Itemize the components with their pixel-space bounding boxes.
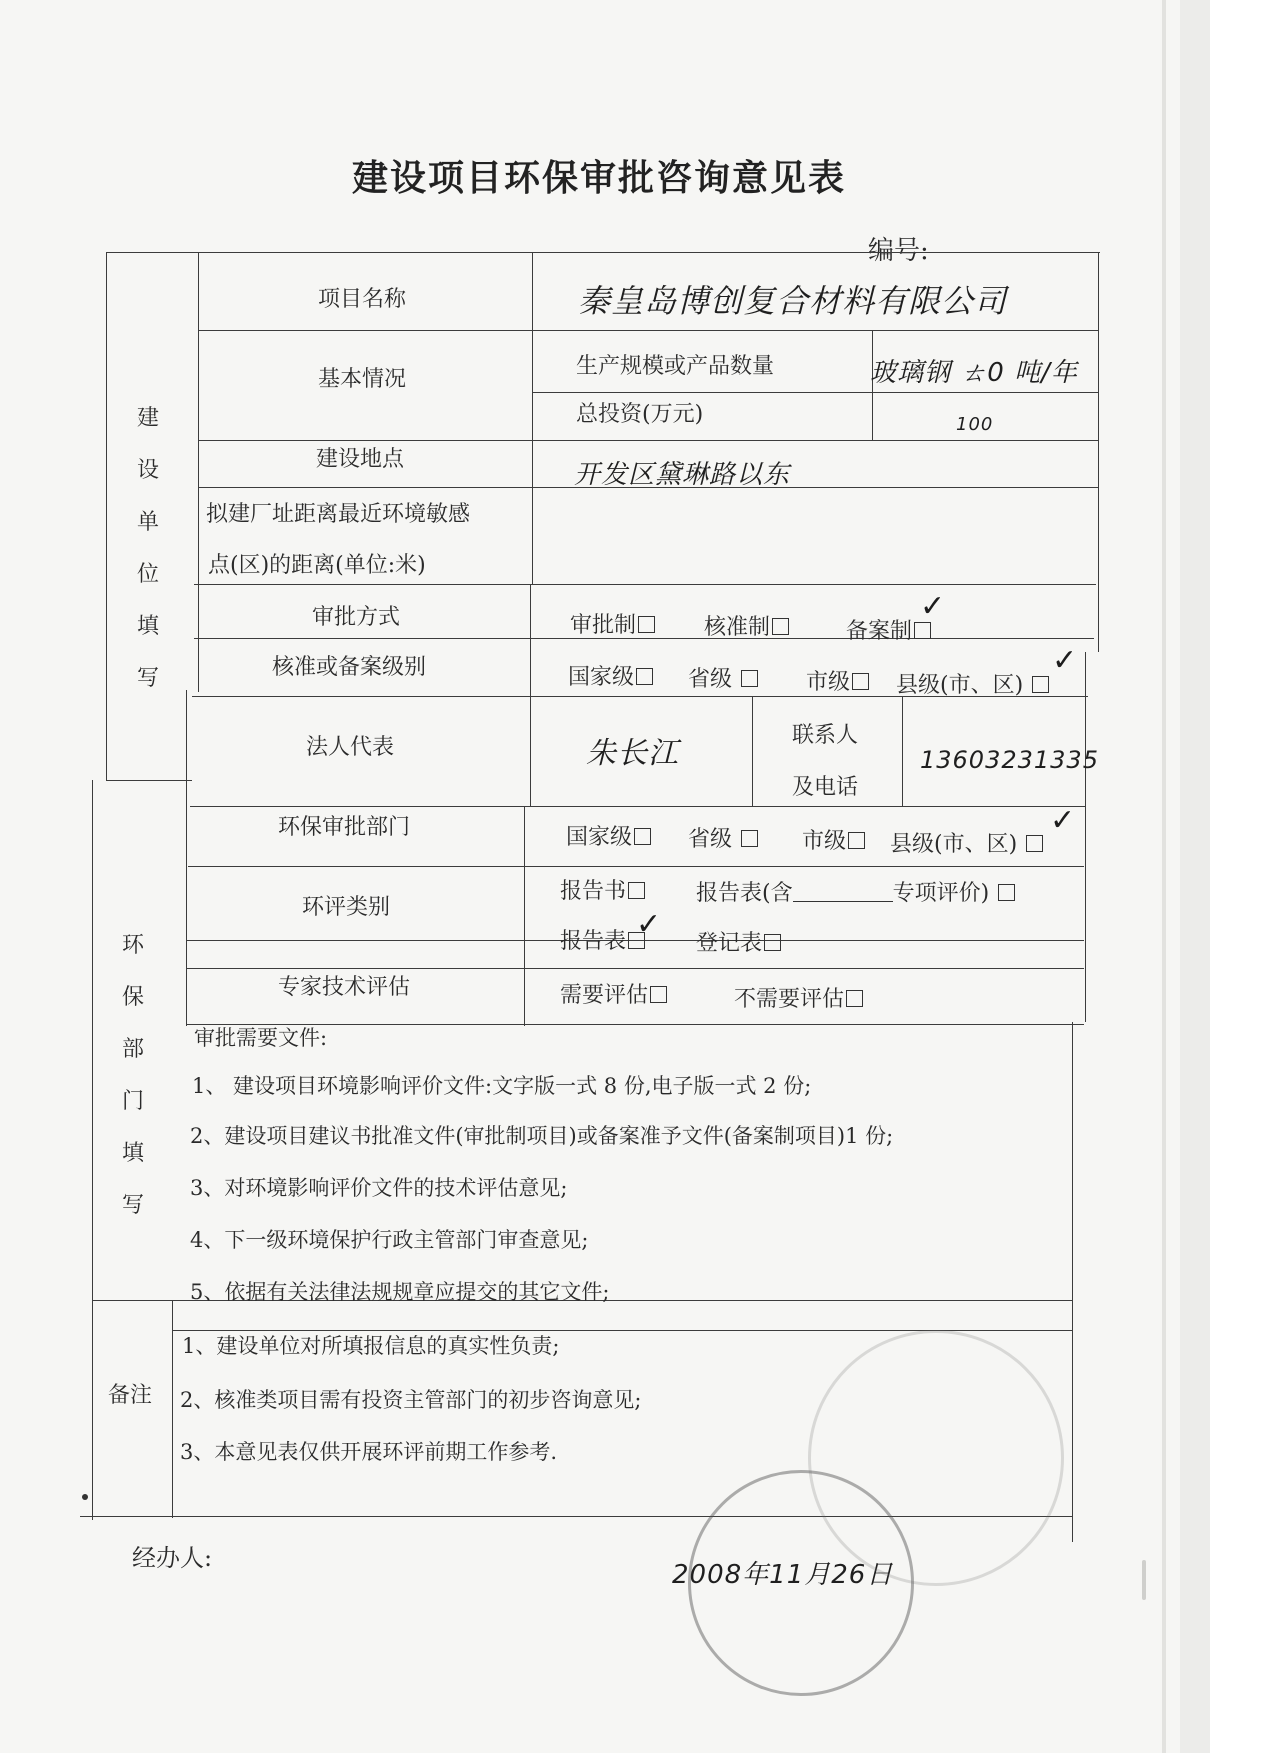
row-line	[198, 440, 1098, 441]
label-value-divider-2	[530, 584, 531, 696]
eia-report-book[interactable]: 报告书	[560, 874, 645, 905]
scale-label: 生产规模或产品数量	[576, 354, 775, 379]
row-line	[194, 584, 1096, 585]
level-label: 核准或备案级别	[272, 655, 427, 680]
checkbox[interactable]	[634, 828, 651, 845]
contact-divider-1	[752, 696, 753, 806]
level-option-county[interactable]: 县级(市、区)	[896, 668, 1049, 699]
env-dept-option-city[interactable]: 市级	[802, 824, 865, 855]
row-line	[106, 780, 192, 781]
row-line	[188, 866, 1084, 867]
expert-need[interactable]: 需要评估	[560, 978, 667, 1009]
check-mark-icon: ✓	[1050, 803, 1076, 838]
expert-no-need[interactable]: 不需要评估	[734, 982, 863, 1013]
side-label-env-department: 环保部门填写	[121, 933, 144, 1218]
distance-label-2: 点(区)的距离(单位:米)	[208, 553, 426, 578]
paper-mark	[1142, 1560, 1146, 1600]
date-value: 2008年11月26日	[672, 1560, 894, 1590]
checkbox[interactable]	[846, 990, 863, 1007]
required-docs-heading: 审批需要文件:	[194, 1026, 328, 1050]
env-dept-option-national[interactable]: 国家级	[566, 820, 651, 851]
side-column-divider-2	[186, 690, 187, 1026]
checkbox[interactable]	[852, 673, 869, 690]
eia-report-table-with-special[interactable]: 报告表(含 专项评价)	[696, 876, 1015, 907]
distance-label-1: 拟建厂址距离最近环境敏感	[206, 502, 471, 527]
required-doc-item: 1、 建设项目环境影响评价文件:文字版一式 8 份,电子版一式 2 份;	[192, 1074, 812, 1098]
remark-item: 3、本意见表仅供开展环评前期工作参考.	[180, 1440, 558, 1464]
side-label-construction-unit: 建设单位填写	[136, 406, 159, 691]
remark-item: 2、核准类项目需有投资主管部门的初步咨询意见;	[180, 1388, 642, 1412]
basic-info-mid-line	[532, 392, 1098, 393]
row-line	[198, 330, 1098, 331]
approval-method-label: 审批方式	[312, 605, 401, 630]
margin-dot	[82, 1494, 88, 1500]
approval-option-review[interactable]: 审批制	[570, 608, 655, 639]
label-value-divider	[532, 252, 533, 584]
checkbox[interactable]	[772, 618, 789, 635]
env-dept-label: 环保审批部门	[278, 815, 411, 840]
checkbox[interactable]	[741, 830, 758, 847]
handler-label: 经办人:	[132, 1544, 213, 1572]
contact-divider-2	[902, 696, 903, 806]
basic-info-label: 基本情况	[318, 367, 407, 392]
required-doc-item: 5、依据有关法律法规规章应提交的其它文件;	[190, 1280, 610, 1304]
legal-rep-label: 法人代表	[306, 735, 395, 760]
remark-item: 1、建设单位对所填报信息的真实性负责;	[182, 1334, 560, 1358]
checkbox[interactable]	[848, 832, 865, 849]
env-dept-option-province[interactable]: 省级	[688, 822, 758, 853]
investment-value: 100	[956, 414, 994, 435]
side-label-remarks: 备注	[107, 1383, 152, 1408]
label-value-divider-4	[524, 806, 525, 1026]
row-line	[186, 968, 1084, 969]
required-doc-item: 3、对环境影响评价文件的技术评估意见;	[190, 1176, 568, 1200]
project-name-value: 秦皇岛博创复合材料有限公司	[578, 282, 1008, 320]
contact-value: 13603231335	[920, 746, 1099, 774]
legal-rep-value: 朱长江	[586, 736, 679, 771]
table-right-border	[1098, 252, 1099, 652]
eia-type-label: 环评类别	[302, 895, 391, 920]
eia-register[interactable]: 登记表	[696, 926, 781, 957]
page-edge	[1180, 0, 1210, 1753]
blank-line[interactable]	[793, 883, 893, 902]
investment-label: 总投资(万元)	[576, 402, 704, 427]
env-section-left	[92, 780, 93, 1516]
required-doc-item: 2、建设项目建议书批准文件(审批制项目)或备案准予文件(备案制项目)1 份;	[190, 1124, 894, 1148]
required-doc-item: 4、下一级环境保护行政主管部门审查意见;	[190, 1228, 589, 1252]
table-left-border	[106, 252, 107, 780]
contact-label-2: 及电话	[792, 775, 859, 800]
env-dept-option-county[interactable]: 县级(市、区)	[890, 827, 1043, 858]
table-top-border	[106, 252, 1100, 253]
location-value: 开发区黛琳路以东	[574, 460, 791, 490]
checkbox[interactable]	[764, 934, 781, 951]
check-mark-icon: ✓	[636, 907, 662, 942]
form-title: 建设项目环保审批咨询意见表	[352, 157, 847, 199]
level-option-province[interactable]: 省级	[688, 662, 758, 693]
checkbox[interactable]	[636, 668, 653, 685]
side-column-divider-3	[172, 1300, 173, 1518]
table-right-border-low	[1072, 1022, 1073, 1542]
faint-seal	[808, 1330, 1064, 1586]
row-line	[190, 806, 1086, 807]
label-value-divider-3	[530, 696, 531, 806]
contact-label-1: 联系人	[792, 723, 859, 748]
table-right-border-mid	[1085, 652, 1086, 1022]
number-label: 编号:	[868, 236, 929, 266]
level-option-national[interactable]: 国家级	[568, 660, 653, 691]
checkbox[interactable]	[1032, 676, 1049, 693]
checkbox[interactable]	[741, 670, 758, 687]
check-mark-icon: ✓	[920, 589, 946, 624]
checkbox[interactable]	[638, 616, 655, 633]
level-option-city[interactable]: 市级	[806, 665, 869, 696]
scale-value: 玻璃钢 ㄊ0 吨/年	[870, 358, 1078, 388]
checkbox[interactable]	[998, 884, 1015, 901]
checkbox[interactable]	[914, 622, 931, 639]
side-column-divider	[198, 252, 199, 692]
approval-option-approve[interactable]: 核准制	[704, 610, 789, 641]
checkbox[interactable]	[628, 882, 645, 899]
check-mark-icon: ✓	[1052, 643, 1078, 678]
approval-option-filing[interactable]: 备案制	[846, 614, 931, 645]
location-label: 建设地点	[316, 447, 405, 472]
checkbox[interactable]	[1026, 835, 1043, 852]
expert-label: 专家技术评估	[278, 975, 411, 1000]
page-edge-inner	[1162, 0, 1166, 1753]
checkbox[interactable]	[650, 986, 667, 1003]
project-name-label: 项目名称	[318, 287, 407, 312]
eia-report-table[interactable]: 报告表	[560, 924, 645, 955]
